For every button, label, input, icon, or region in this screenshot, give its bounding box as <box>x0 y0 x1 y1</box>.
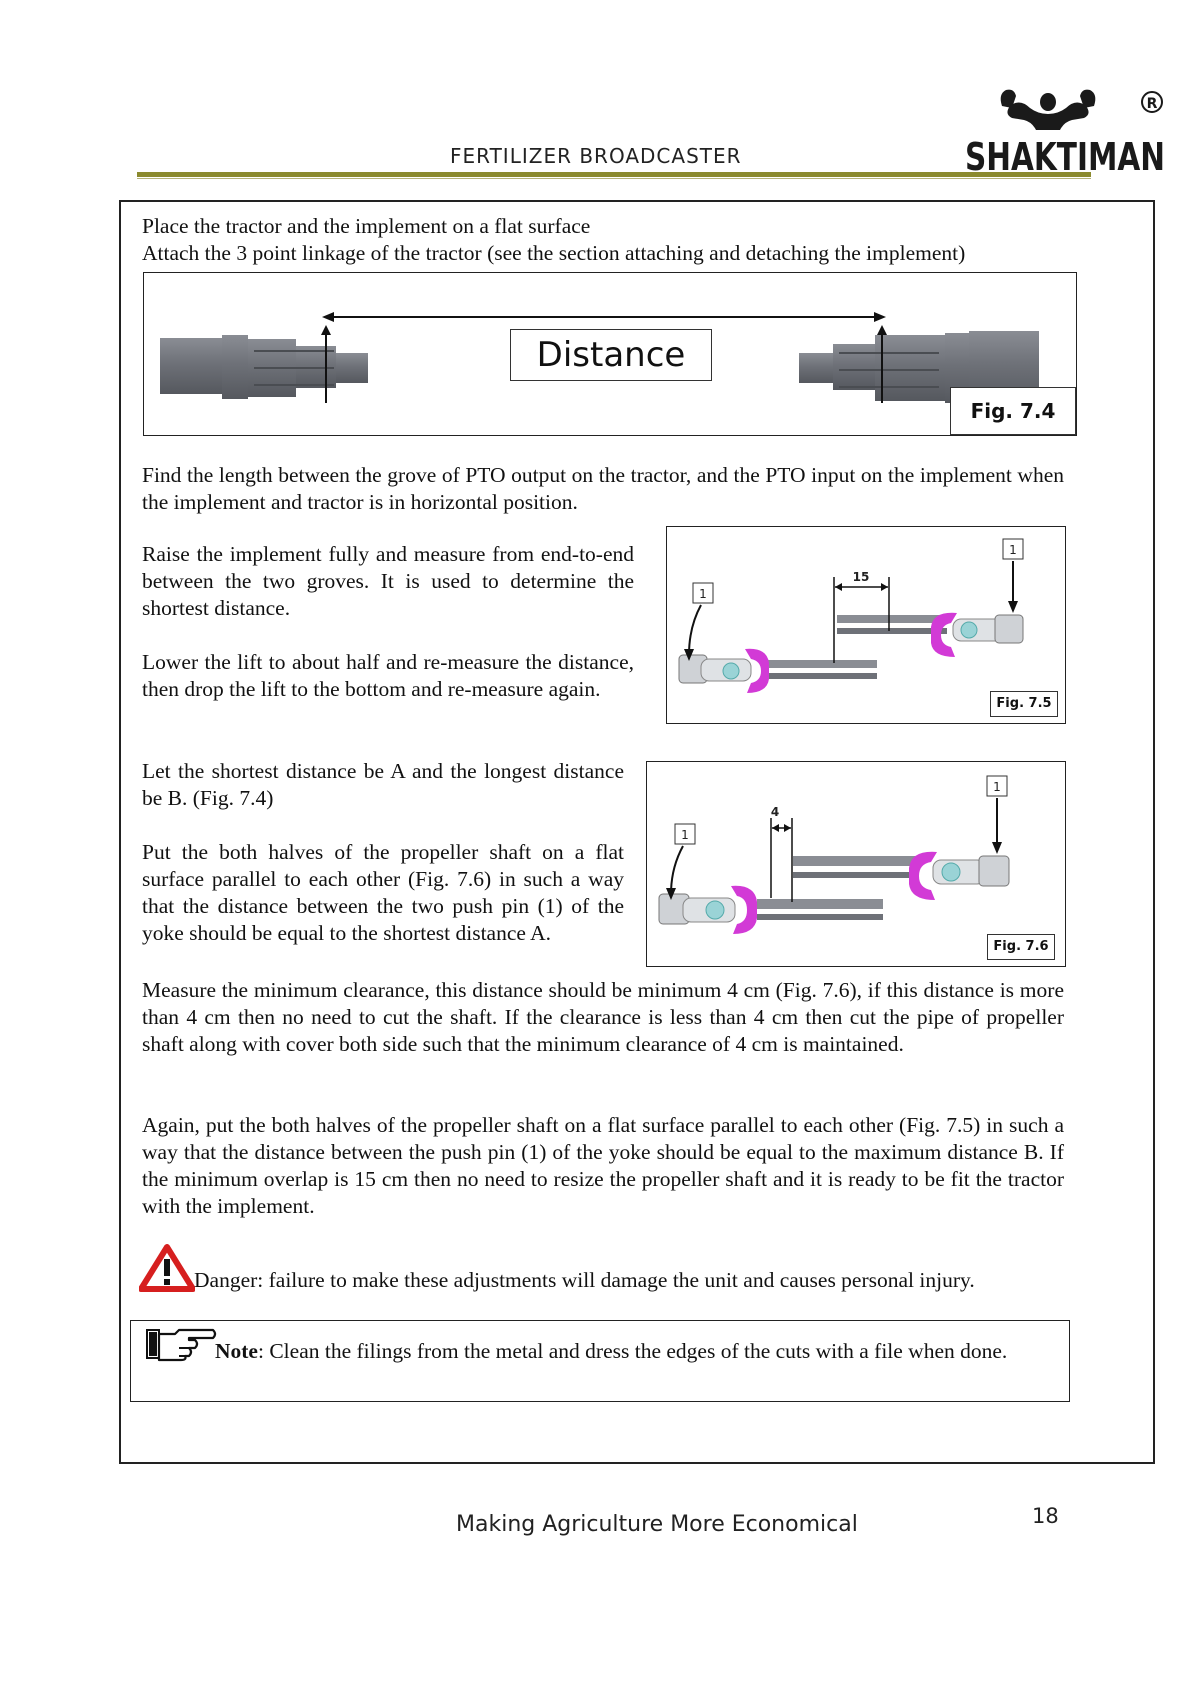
measure-clearance-paragraph: Measure the minimum clearance, this distance should be minimum 4 cm (Fig. 7.6), if this distance is more than 4 cm then no need to cut the shaft. If the clearance is less than 4 cm then cut the pipe of propeller shaft along with cover both side such that the minimum clearance of 4 cm is maintained. <box>142 978 1064 1056</box>
distance-label: Distance <box>510 329 712 381</box>
header-divider-thin <box>137 178 1091 179</box>
callout-right: 1 <box>1009 543 1017 557</box>
danger-warning-icon <box>139 1244 195 1292</box>
danger-warning-text: Danger: failure to make these adjustments will damage the unit and causes personal injury. <box>194 1268 975 1292</box>
callout-left: 1 <box>699 587 707 601</box>
intro-line-2: Attach the 3 point linkage of the tractor (see the section attaching and detaching the implement) <box>142 241 966 265</box>
shortest-longest-paragraph: Let the shortest distance be A and the longest distance be B. (Fig. 7.4) <box>142 759 624 810</box>
lower-lift-paragraph: Lower the lift to about half and re-measure the distance, then drop the lift to the bottom and re-measure again. <box>142 650 634 701</box>
note-text <box>142 1338 1064 1365</box>
again-paragraph: Again, put the both halves of the propeller shaft on a flat surface parallel to each other (Fig. 7.5) in such a way that the distance between the push pin (1) of the yoke should be equal to the maximum distance B. If the minimum overlap is 15 cm then no need to resize the propeller shaft and it is ready to be fit the tractor with the implement. <box>142 1113 1064 1218</box>
header-divider <box>137 172 1091 177</box>
shaktiman-logo <box>962 86 1168 176</box>
note-label: Note <box>215 1339 258 1363</box>
figure-7-5-label: Fig. 7.5 <box>990 691 1058 717</box>
figure-7-6 <box>646 761 1066 967</box>
registered-mark: R <box>1146 96 1158 112</box>
intro-line-1: Place the tractor and the implement on a flat surface <box>142 214 591 238</box>
page-number: 18 <box>1032 1504 1059 1528</box>
figure-7-4 <box>143 272 1077 436</box>
callout-right: 1 <box>993 780 1001 794</box>
find-length-paragraph: Find the length between the grove of PTO output on the tractor, and the PTO input on the implement when the implement and tractor is in horizontal position. <box>142 463 1064 514</box>
overlap-dimension-label: 15 <box>852 570 870 584</box>
document-header-title: FERTILIZER BROADCASTER <box>450 144 742 168</box>
raise-implement-paragraph: Raise the implement fully and measure from end-to-end between the two groves. It is used to determine the shortest distance. <box>142 542 634 620</box>
figure-7-4-label: Fig. 7.4 <box>950 387 1076 435</box>
figure-7-5 <box>666 526 1066 724</box>
clearance-dimension-label: 4 <box>770 805 780 819</box>
callout-left: 1 <box>681 828 689 842</box>
figure-7-6-label: Fig. 7.6 <box>987 934 1055 960</box>
footer-slogan: Making Agriculture More Economical <box>456 1512 858 1537</box>
note-body: : Clean the filings from the metal and dress the edges of the cuts with a file when done. <box>257 1339 1008 1363</box>
brand-wordmark: SHAKTIMAN <box>965 135 1165 176</box>
put-both-halves-paragraph: Put the both halves of the propeller shaft on a flat surface parallel to each other (Fig. 7.6) in such a way that the distance between the two push pin (1) of the yoke should be equal to the shortest distance A. <box>142 840 624 945</box>
